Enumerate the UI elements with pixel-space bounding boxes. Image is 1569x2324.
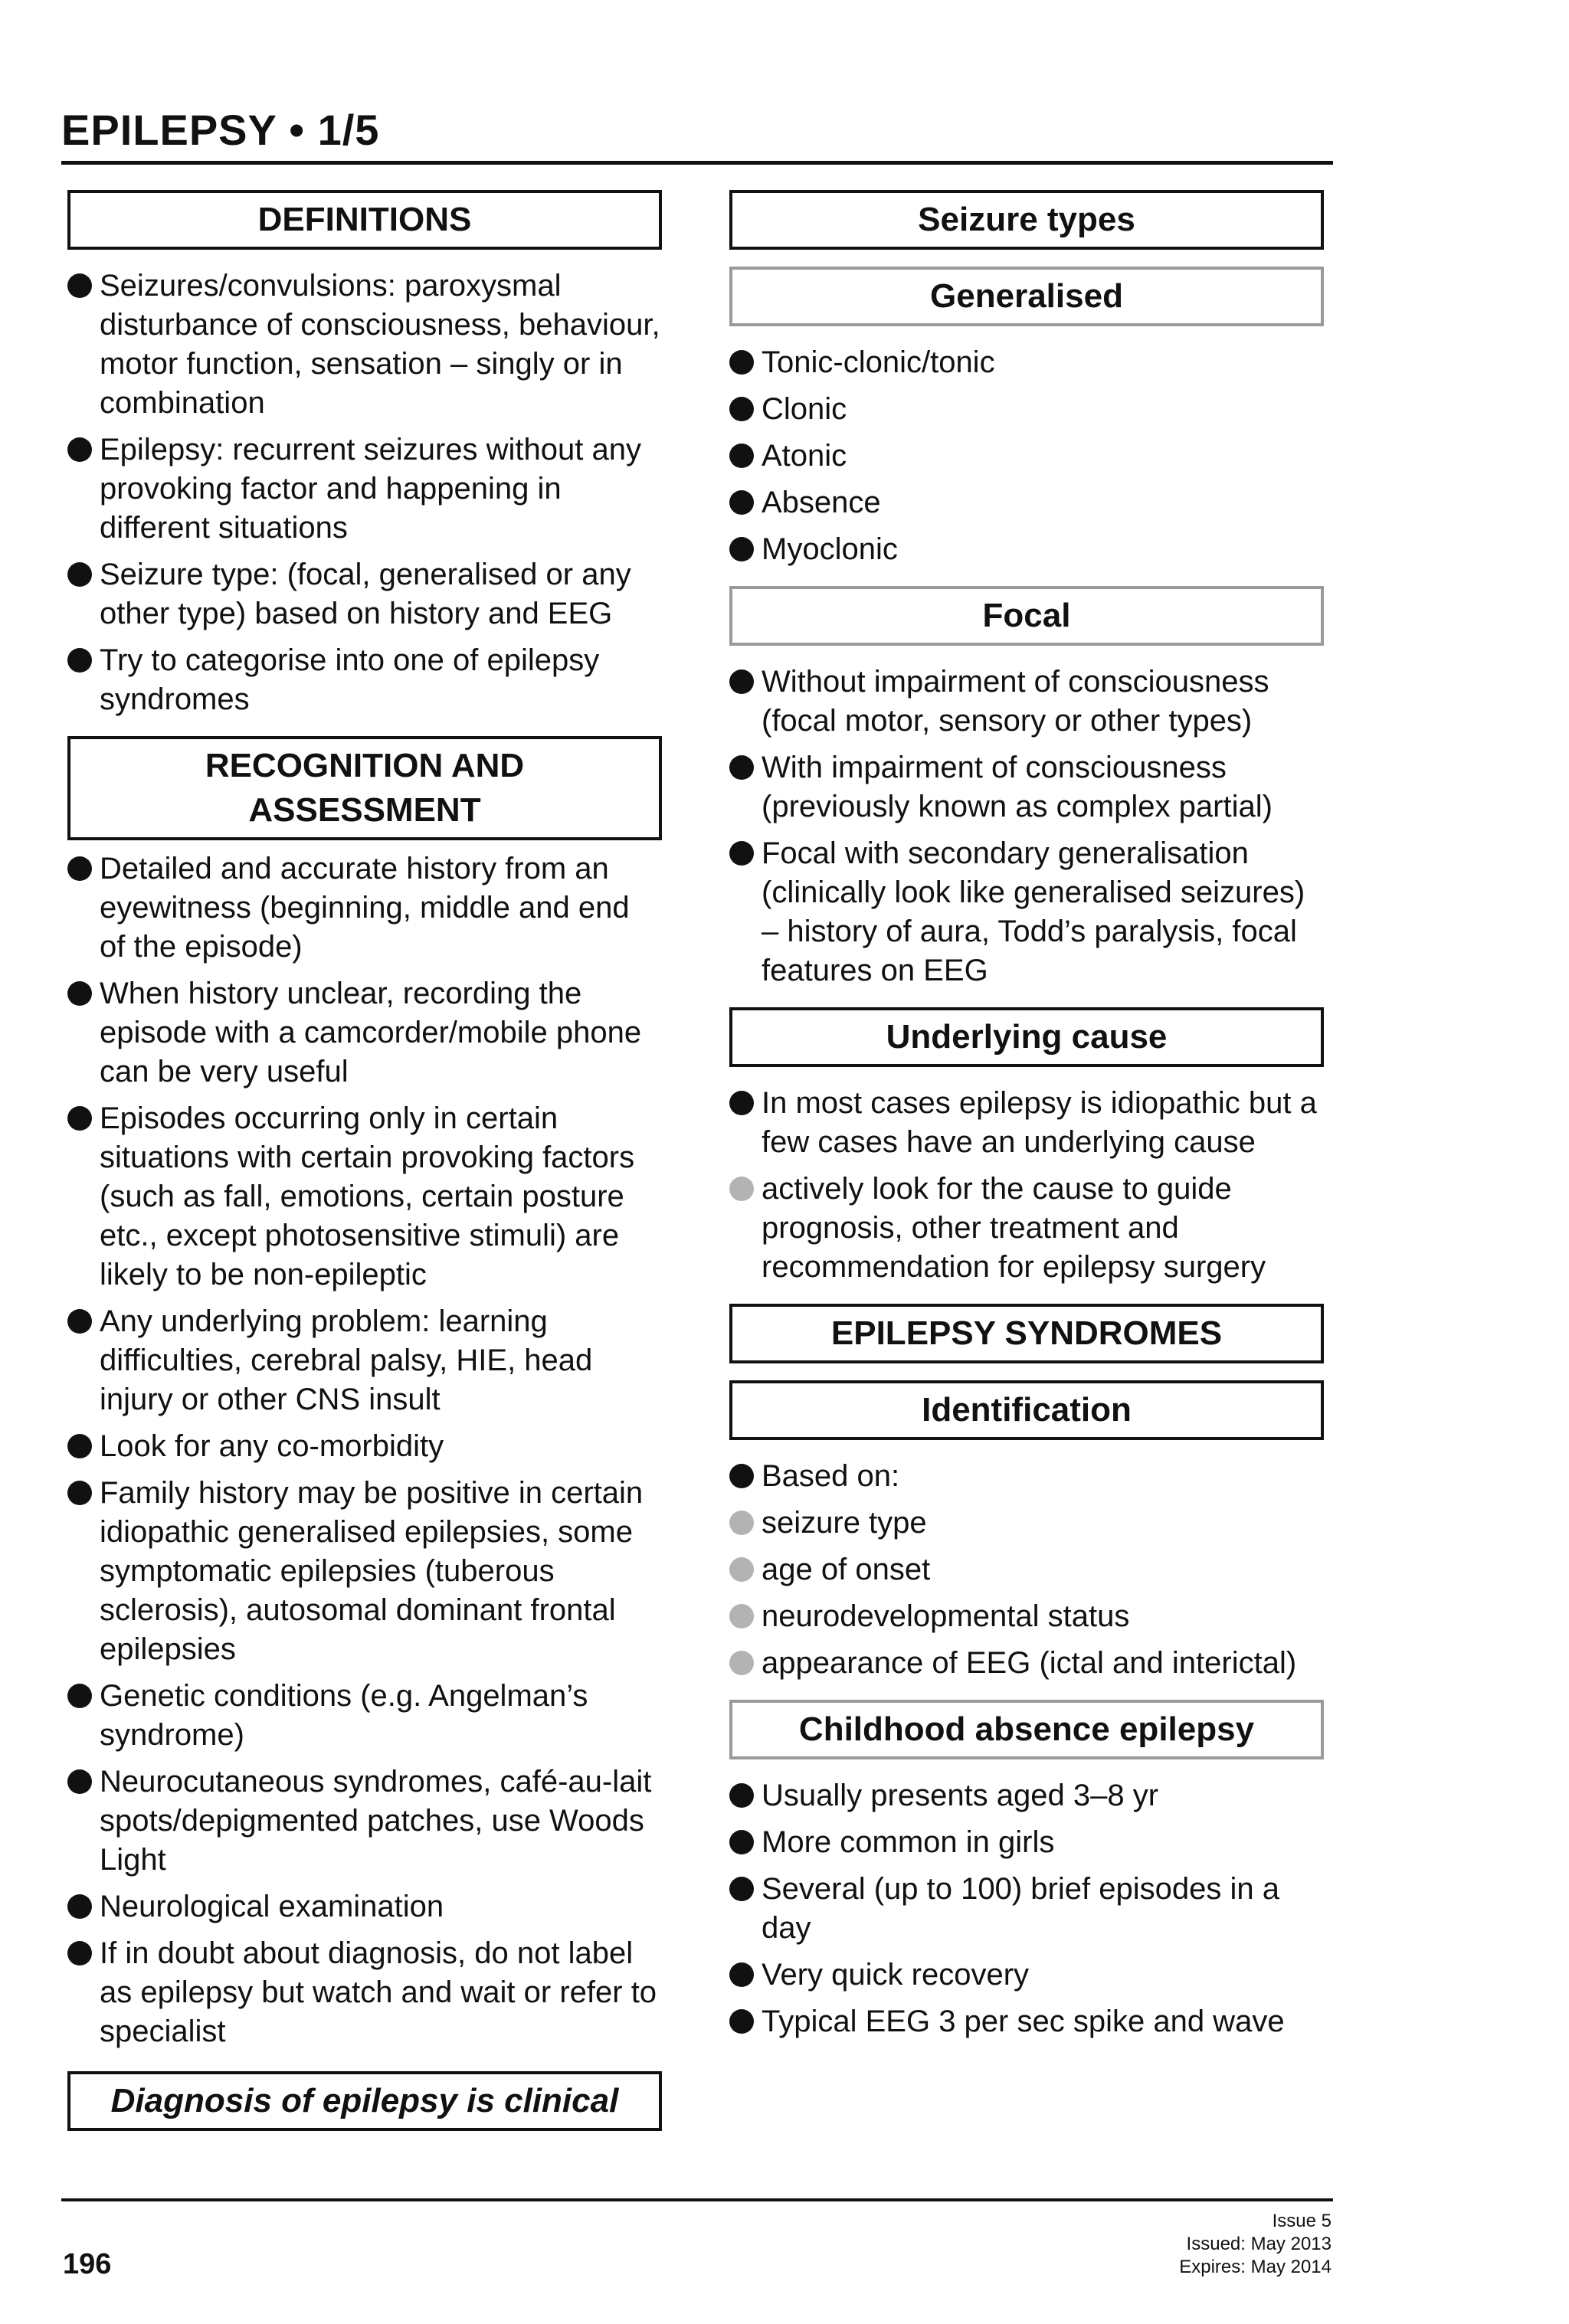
- list-item: Tonic-clonic/tonic: [729, 343, 1324, 382]
- issue-info: [1179, 2210, 1332, 2279]
- sub-bullet-icon: [729, 1557, 754, 1582]
- left-column: [67, 190, 662, 2131]
- bullet-icon: [729, 537, 754, 561]
- list-item: Several (up to 100) brief episodes in a day: [729, 1870, 1324, 1948]
- bullet-icon: [67, 562, 92, 587]
- identification-heading: Identification: [729, 1380, 1324, 1440]
- list-item: Episodes occurring only in certain situations with certain provoking factors (such as fall, emotions, certain posture etc., except photosensitive stimuli) are likely to be non-epileptic: [67, 1099, 662, 1295]
- bullet-icon: [729, 350, 754, 375]
- list-item: If in doubt about diagnosis, do not label as epilepsy but watch and wait or refer to specialist: [67, 1934, 662, 2051]
- list-item: More common in girls: [729, 1823, 1324, 1862]
- underlying-cause-list: [729, 1084, 1324, 1287]
- bullet-icon: [729, 1830, 754, 1854]
- list-item: neurodevelopmental status: [729, 1597, 1324, 1636]
- list-item: Look for any co-morbidity: [67, 1427, 662, 1466]
- list-item: actively look for the cause to guide prognosis, other treatment and recommendation for epilepsy surgery: [729, 1170, 1324, 1287]
- page-number: 196: [63, 2248, 112, 2280]
- list-item: Myoclonic: [729, 530, 1324, 569]
- bullet-icon: [67, 648, 92, 673]
- definitions-heading: DEFINITIONS: [67, 190, 662, 250]
- list-item: Try to categorise into one of epilepsy syndromes: [67, 641, 662, 719]
- list-item: Typical EEG 3 per sec spike and wave: [729, 2002, 1324, 2041]
- seizure-types-heading: Seizure types: [729, 190, 1324, 250]
- page-title: EPILEPSY • 1/5: [61, 106, 380, 154]
- list-item: Based on:: [729, 1457, 1324, 1496]
- diagnosis-note-box: Diagnosis of epilepsy is clinical: [67, 2071, 662, 2131]
- issued-date: Issued: May 2013: [1186, 2234, 1332, 2254]
- focal-heading: Focal: [729, 586, 1324, 646]
- generalised-heading: Generalised: [729, 267, 1324, 326]
- bullet-icon: [729, 490, 754, 515]
- list-item: Seizure type: (focal, generalised or any other type) based on history and EEG: [67, 555, 662, 633]
- list-item: Usually presents aged 3–8 yr: [729, 1776, 1324, 1815]
- list-item: seizure type: [729, 1504, 1324, 1543]
- list-item: Detailed and accurate history from an eyewitness (beginning, middle and end of the episode): [67, 849, 662, 967]
- bullet-icon: [729, 841, 754, 866]
- bullet-icon: [67, 1769, 92, 1794]
- list-item: age of onset: [729, 1550, 1324, 1589]
- list-item: With impairment of consciousness (previously known as complex partial): [729, 748, 1324, 826]
- childhood-absence-list: [729, 1776, 1324, 2041]
- recognition-list: [67, 849, 662, 2051]
- list-item: Without impairment of consciousness (focal motor, sensory or other types): [729, 663, 1324, 741]
- recognition-heading-line-2: ASSESSMENT: [248, 791, 481, 829]
- underlying-cause-heading: Underlying cause: [729, 1007, 1324, 1067]
- list-item: Family history may be positive in certain idiopathic generalised epilepsies, some symptomatic epilepsies (tuberous sclerosis), autosomal dominant frontal epilepsies: [67, 1474, 662, 1669]
- focal-list: [729, 663, 1324, 990]
- bullet-icon: [67, 856, 92, 881]
- list-item: Any underlying problem: learning difficulties, cerebral palsy, HIE, head injury or other CNS insult: [67, 1302, 662, 1419]
- list-item: In most cases epilepsy is idiopathic but a few cases have an underlying cause: [729, 1084, 1324, 1162]
- definitions-list: [67, 267, 662, 719]
- recognition-heading: [67, 736, 662, 840]
- epilepsy-syndromes-heading: EPILEPSY SYNDROMES: [729, 1304, 1324, 1363]
- bullet-icon: [729, 755, 754, 780]
- bullet-icon: [67, 1941, 92, 1966]
- list-item: Epilepsy: recurrent seizures without any provoking factor and happening in different situations: [67, 430, 662, 548]
- list-item: When history unclear, recording the episode with a camcorder/mobile phone can be very useful: [67, 974, 662, 1092]
- sub-bullet-icon: [729, 1651, 754, 1675]
- list-item: Neurological examination: [67, 1887, 662, 1926]
- issue-number: Issue 5: [1272, 2211, 1332, 2231]
- bullet-icon: [729, 397, 754, 421]
- bullet-icon: [67, 1684, 92, 1708]
- sub-bullet-icon: [729, 1177, 754, 1201]
- list-item: Atonic: [729, 437, 1324, 476]
- bullet-icon: [67, 437, 92, 462]
- generalised-list: [729, 343, 1324, 569]
- list-item: appearance of EEG (ictal and interictal): [729, 1644, 1324, 1683]
- bullet-icon: [729, 444, 754, 468]
- identification-list: [729, 1457, 1324, 1683]
- recognition-heading-line-1: RECOGNITION AND: [205, 747, 525, 784]
- list-item: Very quick recovery: [729, 1956, 1324, 1995]
- bullet-icon: [729, 1091, 754, 1115]
- bullet-icon: [67, 1106, 92, 1131]
- bullet-icon: [729, 1877, 754, 1901]
- footer-rule: [61, 2198, 1333, 2201]
- bullet-icon: [729, 1783, 754, 1808]
- bullet-icon: [67, 273, 92, 298]
- list-item: Focal with secondary generalisation (clinically look like generalised seizures) – history of aura, Todd’s paralysis, focal features on EEG: [729, 834, 1324, 990]
- list-item: Clonic: [729, 390, 1324, 429]
- bullet-icon: [67, 1481, 92, 1505]
- bullet-icon: [67, 1434, 92, 1458]
- bullet-icon: [67, 1309, 92, 1334]
- bullet-icon: [67, 1894, 92, 1919]
- list-item: Seizures/convulsions: paroxysmal disturbance of consciousness, behaviour, motor function, sensation – singly or in combination: [67, 267, 662, 423]
- title-rule: [61, 161, 1333, 165]
- sub-bullet-icon: [729, 1604, 754, 1628]
- sub-bullet-icon: [729, 1511, 754, 1535]
- list-item: Absence: [729, 483, 1324, 522]
- childhood-absence-heading: Childhood absence epilepsy: [729, 1700, 1324, 1759]
- bullet-icon: [729, 669, 754, 694]
- bullet-icon: [729, 2009, 754, 2034]
- expiry-date: Expires: May 2014: [1179, 2257, 1332, 2277]
- bullet-icon: [67, 981, 92, 1006]
- bullet-icon: [729, 1464, 754, 1488]
- list-item: Genetic conditions (e.g. Angelman’s syndrome): [67, 1677, 662, 1755]
- right-column: [729, 190, 1324, 2049]
- list-item: Neurocutaneous syndromes, café-au-lait spots/depigmented patches, use Woods Light: [67, 1763, 662, 1880]
- bullet-icon: [729, 1962, 754, 1987]
